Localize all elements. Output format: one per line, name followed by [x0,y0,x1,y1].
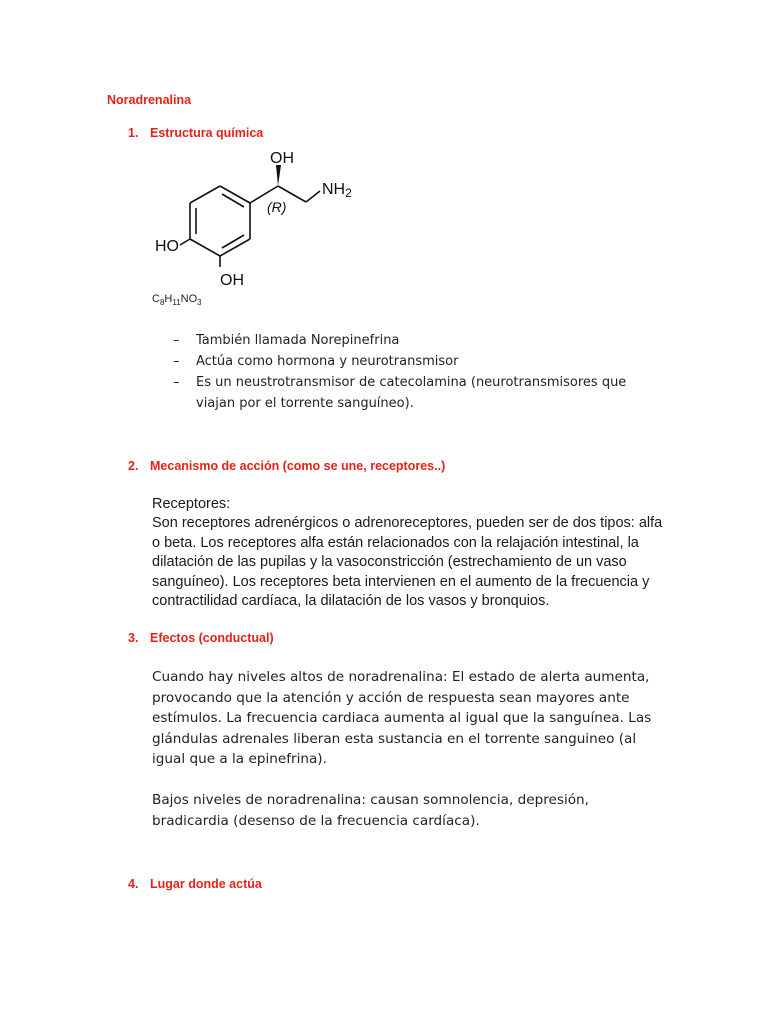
properties-list [173,330,643,414]
section-title: Mecanismo de acción (como se une, receptores..) [150,459,446,473]
ho-left-label: HO [155,238,179,255]
dash-marker: – [173,354,180,369]
dash-marker: – [173,333,180,348]
section-title: Lugar donde actúa [150,877,262,891]
section-heading-mechanism [128,459,445,473]
receptors-label: Receptores: [152,496,231,512]
list-item: – Actúa como hormona y neurotransmisor [173,351,643,372]
section-heading-structure [128,126,263,140]
molecular-formula: $C_8H_{11}NO_3$ [152,293,202,308]
oh-bottom-label: OH [220,272,244,289]
dash-marker: – [173,375,180,390]
chemical-structure-diagram [150,145,370,295]
section-number: 4. [128,877,139,891]
section-heading-effects [128,631,274,645]
stereo-label: (R) [267,199,287,215]
list-item: – También llamada Norepinefrina [173,330,643,351]
nh2-label: NH2 [322,181,352,200]
document-title: Noradrenalina [107,93,192,107]
oh-top-label: OH [270,150,294,167]
section-title: Estructura química [150,126,264,140]
receptors-paragraph: Son receptores adrenérgicos o adrenoreceptores, pueden ser de dos tipos: alfa o beta. Los receptores alfa están relacionados con la relajación intestinal, la dilatación de las pupilas y la vasoconstricción (estrechamiento de un vaso sanguíneo). Los receptores beta intervienen en el aumento de la frecuencia y contractilidad cardíaca, la dilatación de los vasos y bronquios. [152,515,663,609]
section-number: 2. [128,459,139,473]
section-number: 3. [128,631,139,645]
wedge-bond [276,165,281,186]
low-levels-paragraph: Bajos niveles de noradrenalina: causan somnolencia, depresión, bradicardia (desenso de la frecuencia cardíaca). [152,792,589,829]
list-item: – Es un neustrotransmisor de catecolamina (neurotransmisores que viajan por el torrente sanguíneo). [173,372,643,414]
section-number: 1. [128,126,139,140]
benzene-ring [190,186,250,256]
high-levels-paragraph: Cuando hay niveles altos de noradrenalina: El estado de alerta aumenta, provocando que la atención y acción de respuesta sean mayores ante estímulos. La frecuencia cardiaca aumenta al igual que la sanguínea. Las glándulas adrenales liberan esta sustancia en el torrente sanguineo (al igual que a la epinefrina). [152,669,652,767]
section-title: Efectos (conductual) [150,631,274,645]
section-heading-location [128,877,262,891]
